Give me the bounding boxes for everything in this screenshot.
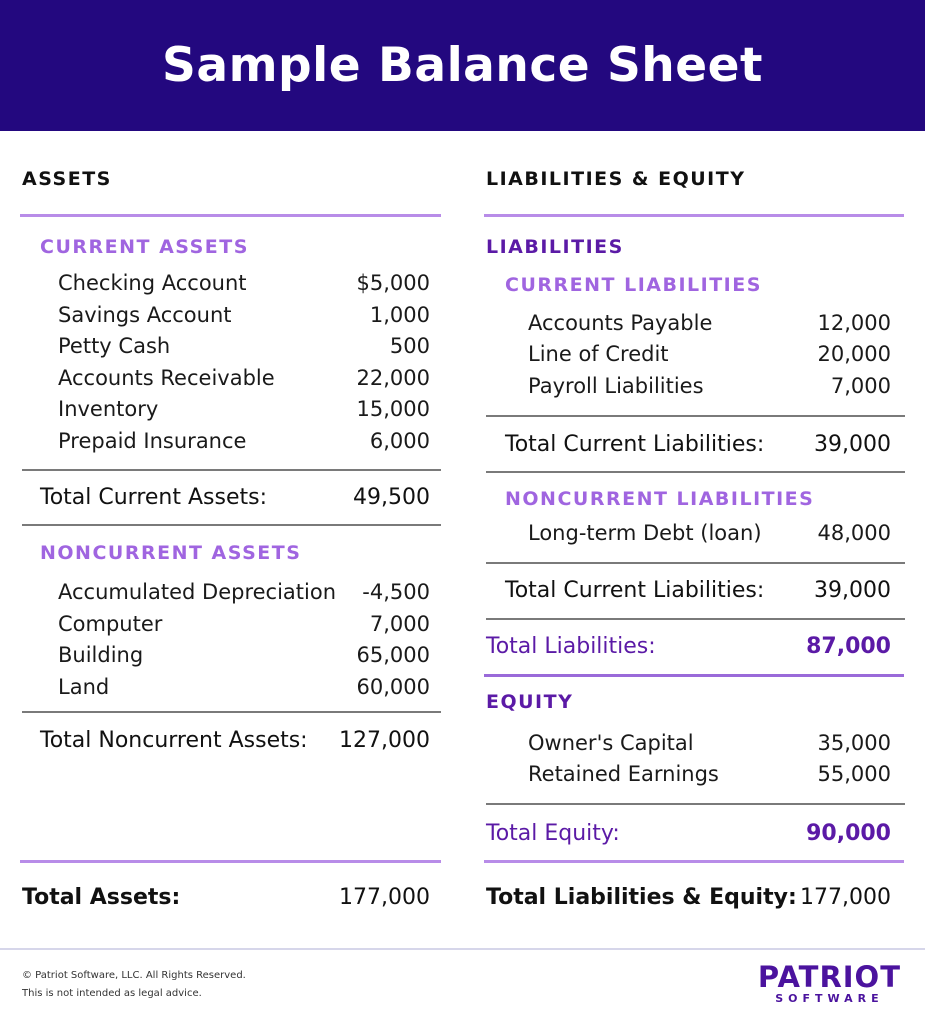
item-label: Long-term Debt (loan) (528, 521, 762, 545)
total-value: 49,500 (353, 485, 430, 510)
page-title: Sample Balance Sheet (162, 38, 763, 93)
item-value: 500 (389, 334, 430, 358)
total-noncurrent-assets (40, 728, 430, 753)
total-label: Total Noncurrent Assets: (40, 728, 308, 753)
list-item (528, 521, 891, 545)
item-label: Land (58, 675, 110, 699)
item-label: Building (58, 643, 144, 667)
item-label: Retained Earnings (528, 762, 719, 786)
total-value: 39,000 (814, 432, 891, 457)
divider (22, 469, 441, 471)
grand-total-value: 177,000 (339, 885, 430, 910)
total-value: 87,000 (806, 634, 891, 659)
item-label: Line of Credit (528, 342, 669, 366)
list-item (58, 580, 430, 604)
item-label: Savings Account (58, 303, 232, 327)
item-label: Accounts Payable (528, 311, 713, 335)
divider (486, 562, 905, 564)
equity-total-divider (484, 860, 904, 863)
total-value: 39,000 (814, 578, 891, 603)
total-label: Total Liabilities: (486, 634, 656, 659)
item-value: $5,000 (356, 271, 430, 295)
item-value: 35,000 (817, 731, 891, 755)
grand-total-label: Total Assets: (22, 885, 181, 910)
item-value: 55,000 (817, 762, 891, 786)
list-item (528, 762, 891, 786)
copyright-text: © Patriot Software, LLC. All Rights Reserved. (22, 970, 246, 981)
list-item (58, 397, 430, 421)
list-item (58, 334, 430, 358)
equity-heading: EQUITY (486, 691, 574, 713)
total-label: Total Equity: (486, 821, 620, 846)
total-label: Total Current Assets: (40, 485, 268, 510)
logo-bottom-text: SOFTWARE (775, 992, 884, 1005)
item-label: Computer (58, 612, 163, 636)
item-value: 15,000 (356, 397, 430, 421)
item-value: 1,000 (369, 303, 430, 327)
item-value: 6,000 (369, 429, 430, 453)
item-value: 7,000 (830, 374, 891, 398)
item-value: 22,000 (356, 366, 430, 390)
item-label: Accounts Receivable (58, 366, 275, 390)
divider (486, 803, 905, 805)
liabilities-heading: LIABILITIES (486, 236, 624, 258)
list-item (58, 429, 430, 453)
total-assets (22, 885, 430, 910)
total-label: Total Current Liabilities: (505, 578, 765, 603)
total-liabilities-equity (486, 885, 891, 910)
item-value: -4,500 (362, 580, 430, 604)
item-value: 12,000 (817, 311, 891, 335)
list-item (58, 303, 430, 327)
disclaimer-text: This is not intended as legal advice. (22, 988, 202, 999)
liabilities-equity-heading: LIABILITIES & EQUITY (486, 168, 746, 190)
total-current-assets (40, 485, 430, 510)
grand-total-value: 177,000 (800, 885, 891, 910)
item-value: 48,000 (817, 521, 891, 545)
item-label: Inventory (58, 397, 159, 421)
list-item (58, 271, 430, 295)
item-label: Payroll Liabilities (528, 374, 704, 398)
divider (22, 524, 441, 526)
divider (22, 711, 441, 713)
logo-top-text: PATRIOT (757, 960, 901, 994)
divider (486, 471, 905, 473)
item-value: 20,000 (817, 342, 891, 366)
list-item (58, 675, 430, 699)
patriot-logo (758, 962, 901, 1006)
total-current-liabilities (505, 432, 891, 457)
total-label: Total Current Liabilities: (505, 432, 765, 457)
item-label: Accumulated Depreciation (58, 580, 337, 604)
list-item (528, 374, 891, 398)
assets-heading: ASSETS (22, 168, 112, 190)
list-item (58, 612, 430, 636)
noncurrent-liabilities-heading: NONCURRENT LIABILITIES (505, 488, 815, 510)
liabilities-total-divider (484, 674, 904, 677)
item-label: Prepaid Insurance (58, 429, 247, 453)
list-item (528, 311, 891, 335)
divider (486, 415, 905, 417)
header-banner (0, 0, 925, 131)
liabilities-divider (484, 214, 904, 217)
item-value: 65,000 (356, 643, 430, 667)
list-item (58, 366, 430, 390)
item-value: 60,000 (356, 675, 430, 699)
item-label: Checking Account (58, 271, 247, 295)
total-noncurrent-liabilities (505, 578, 891, 603)
current-liabilities-heading: CURRENT LIABILITIES (505, 274, 762, 296)
list-item (528, 731, 891, 755)
total-liabilities (486, 634, 891, 659)
item-value: 7,000 (369, 612, 430, 636)
assets-divider (20, 214, 441, 217)
list-item (528, 342, 891, 366)
current-assets-heading: CURRENT ASSETS (40, 236, 249, 258)
divider (486, 618, 905, 620)
grand-total-label: Total Liabilities & Equity: (486, 885, 797, 910)
list-item (58, 643, 430, 667)
total-value: 127,000 (339, 728, 430, 753)
item-label: Petty Cash (58, 334, 171, 358)
item-label: Owner's Capital (528, 731, 694, 755)
noncurrent-assets-heading: NONCURRENT ASSETS (40, 542, 302, 564)
total-value: 90,000 (806, 821, 891, 846)
footer-divider (0, 948, 925, 950)
total-equity (486, 821, 891, 846)
assets-total-divider (20, 860, 441, 863)
